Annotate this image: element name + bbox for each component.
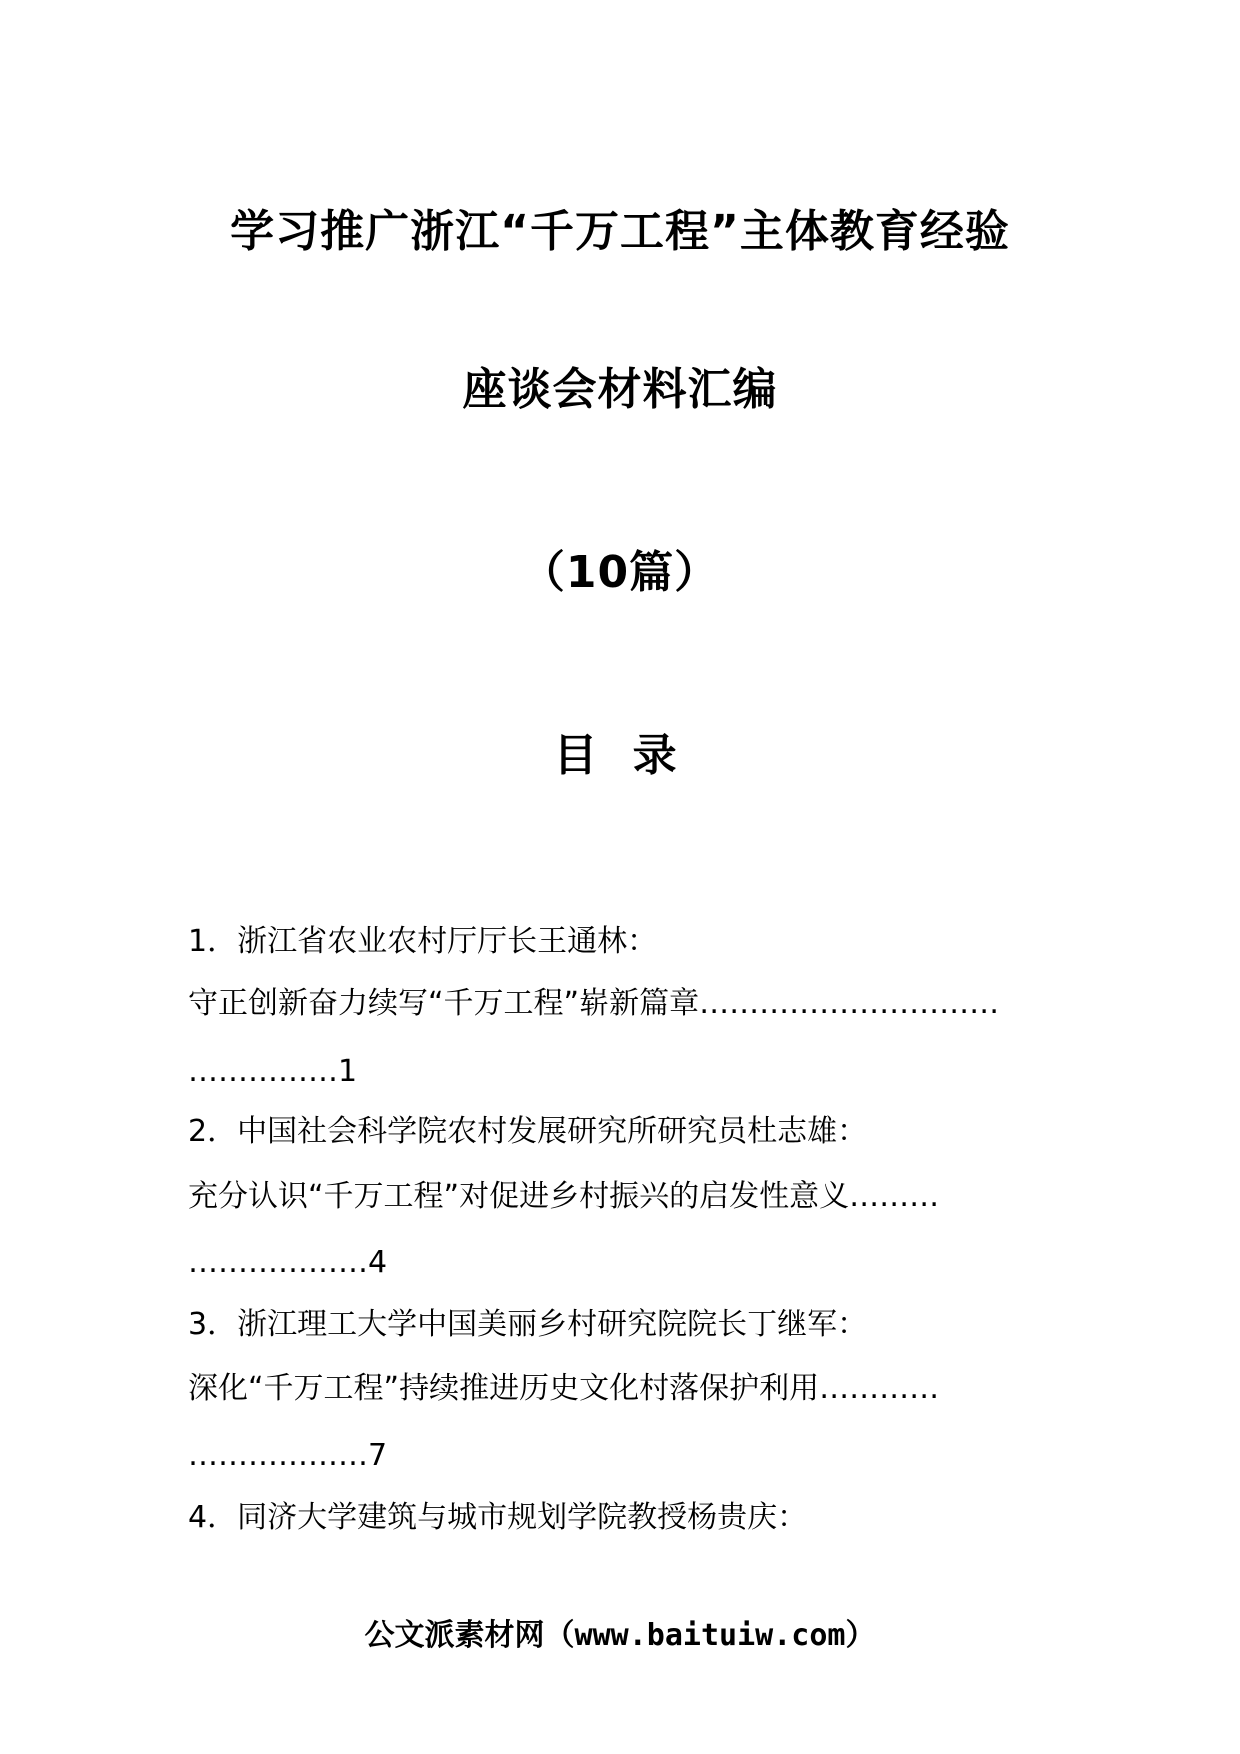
toc-entry-2-page[interactable]: ………………4 xyxy=(188,1245,388,1280)
toc-entry-4-author[interactable]: 4．同济大学建筑与城市规划学院教授杨贵庆： xyxy=(188,1500,808,1535)
toc-entry-1-page[interactable]: ……………1 xyxy=(188,1054,358,1089)
footer-paren-open: （ xyxy=(544,1618,575,1653)
page-footer xyxy=(0,1616,1240,1656)
footer-paren-close: ） xyxy=(845,1618,876,1653)
toc-entry-3-author[interactable]: 3．浙江理工大学中国美丽乡村研究院院长丁继军： xyxy=(188,1307,868,1342)
toc-entry-2-title[interactable]: 充分认识“千万工程”对促进乡村振兴的启发性意义……… xyxy=(188,1179,940,1214)
toc-entry-1-author[interactable]: 1．浙江省农业农村厅厅长王通林： xyxy=(188,924,658,959)
toc-entry-3-title[interactable]: 深化“千万工程”持续推进历史文化村落保护利用………… xyxy=(188,1371,940,1406)
footer-site-name: 公文派素材网 xyxy=(364,1618,545,1653)
toc-entry-3-page[interactable]: ………………7 xyxy=(188,1438,388,1473)
toc-entry-1-title[interactable]: 守正创新奋力续写“千万工程”崭新篇章………………………… xyxy=(188,986,1000,1021)
toc-heading: 目 录 xyxy=(553,730,687,781)
toc-entry-2-author[interactable]: 2．中国社会科学院农村发展研究所研究员杜志雄： xyxy=(188,1114,868,1149)
footer-url-link[interactable]: www.baituiw.com xyxy=(574,1618,846,1653)
document-article-count: （10篇） xyxy=(520,547,720,598)
document-title-line-2: 座谈会材料汇编 xyxy=(462,364,778,415)
document-title-line-1: 学习推广浙江“千万工程”主体教育经验 xyxy=(230,206,1010,257)
